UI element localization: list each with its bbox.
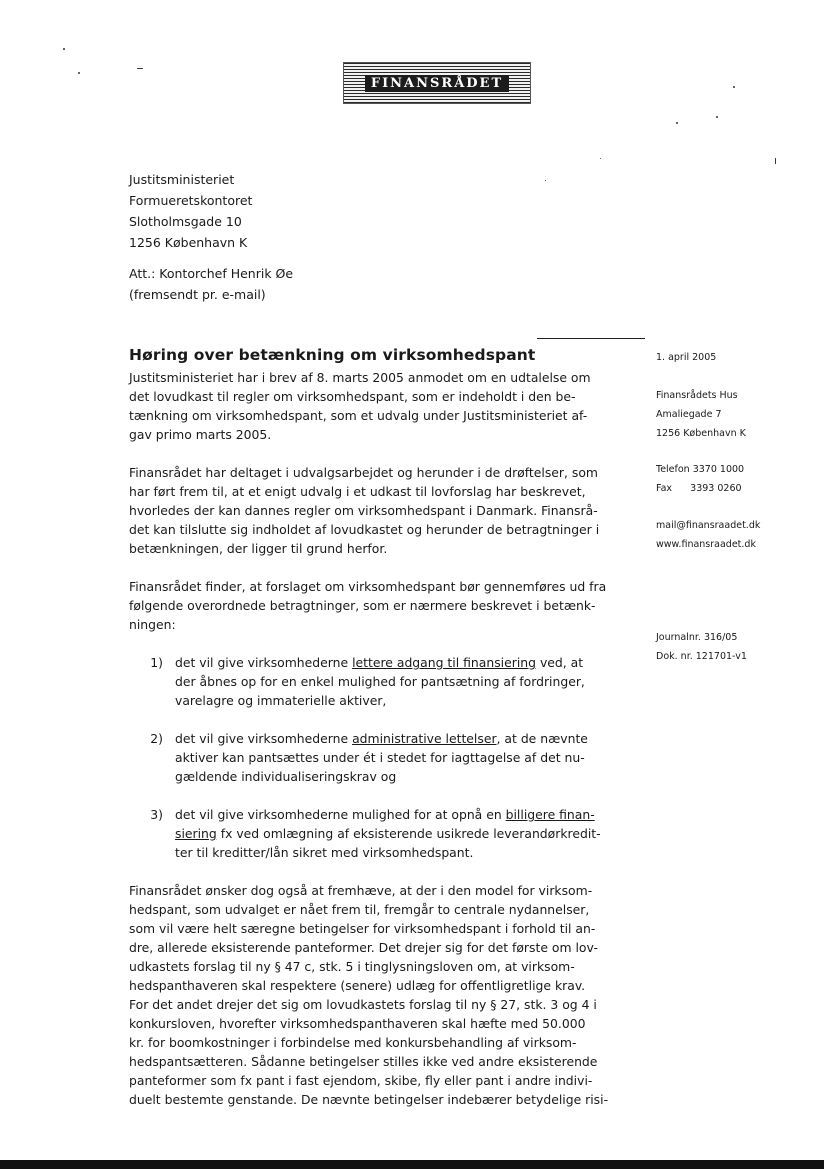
scan-speck bbox=[137, 68, 143, 69]
website-url: www.finansraadet.dk bbox=[656, 539, 756, 550]
recipient-address bbox=[129, 169, 252, 253]
text-line: gældende individualiseringskrav og bbox=[175, 769, 397, 784]
document-number: Dok. nr. 121701-v1 bbox=[656, 651, 747, 662]
text-fragment: , at de nævnte bbox=[496, 731, 588, 746]
recipient-line: Formueretskontoret bbox=[129, 193, 253, 208]
list-item bbox=[129, 729, 619, 786]
scan-speck bbox=[775, 158, 776, 164]
text-line: varelagre og immaterielle aktiver, bbox=[175, 693, 387, 708]
attention-block bbox=[129, 263, 293, 305]
scan-speck bbox=[676, 122, 678, 124]
underlined-text: siering bbox=[175, 826, 217, 841]
sidebar-web bbox=[656, 516, 760, 554]
text-line bbox=[175, 824, 619, 843]
attention-line: (fremsendt pr. e-mail) bbox=[129, 287, 266, 302]
text-line: tænkning om virksomhedspant, som et udvalg under Justitsministeriet af- bbox=[129, 408, 588, 423]
text-line bbox=[175, 653, 619, 672]
text-line: udkastets forslag til ny § 47 c, stk. 5 i tinglysningsloven om, at virksom- bbox=[129, 959, 575, 974]
text-line: som vil være helt særegne betingelser for virksomhedspant i forhold til an- bbox=[129, 921, 596, 936]
numbered-list bbox=[129, 653, 619, 862]
list-item-text bbox=[175, 805, 619, 862]
text-fragment: ved, at bbox=[536, 655, 584, 670]
text-line: hedspantsætteren. Sådanne betingelser stilles ikke ved andre eksisterende bbox=[129, 1054, 598, 1069]
scan-speck bbox=[716, 116, 718, 118]
text-line: hedspanthaveren skal respektere (senere) udlæg for offentligretlige krav. bbox=[129, 978, 586, 993]
letter-body bbox=[129, 368, 619, 1128]
letter-date: 1. april 2005 bbox=[656, 352, 717, 363]
text-fragment: det vil give virksomhederne mulighed for at opnå en bbox=[175, 807, 506, 822]
fax-number: Fax 3393 0260 bbox=[656, 483, 742, 494]
text-line: det lovudkast til regler om virksomhedspant, som er indeholdt i den be- bbox=[129, 389, 576, 404]
text-line: For det andet drejer det sig om lovudkastets forslag til ny § 27, stk. 3 og 4 i bbox=[129, 997, 597, 1012]
text-line: Justitsministeriet har i brev af 8. marts 2005 anmodet om en udtalelse om bbox=[129, 370, 591, 385]
text-line: Finansrådet finder, at forslaget om virksomhedspant bør gennemføres ud fra bbox=[129, 579, 607, 594]
logo-text: FINANSRÅDET bbox=[365, 75, 509, 92]
text-line: der åbnes op for en enkel mulighed for pantsætning af fordringer, bbox=[175, 674, 585, 689]
org-city: 1256 København K bbox=[656, 428, 746, 439]
paragraph bbox=[129, 368, 619, 444]
org-street: Amaliegade 7 bbox=[656, 409, 722, 420]
email-address: mail@finansraadet.dk bbox=[656, 520, 761, 531]
text-line: har ført frem til, at et enigt udvalg i et udkast til lovforslag har beskrevet, bbox=[129, 484, 586, 499]
sidebar-reference bbox=[656, 628, 747, 666]
text-line: hvorledes der kan dannes regler om virksomhedspant i Danmark. Finansrå- bbox=[129, 503, 598, 518]
text-line: dre, allerede eksisterende panteformer. Det drejer sig for det første om lov- bbox=[129, 940, 598, 955]
list-number: 2) bbox=[150, 731, 163, 746]
finansraadet-logo bbox=[343, 62, 531, 104]
text-line: Finansrådet ønsker dog også at fremhæve, at der i den model for virksom- bbox=[129, 883, 593, 898]
underlined-text: administrative lettelser bbox=[352, 731, 497, 746]
journal-number: Journalnr. 316/05 bbox=[656, 632, 738, 643]
sidebar-contact bbox=[656, 460, 744, 498]
underlined-text: lettere adgang til finansiering bbox=[352, 655, 536, 670]
text-fragment: det vil give virksomhederne bbox=[175, 655, 353, 670]
sidebar-address bbox=[656, 386, 746, 443]
text-line: Finansrådet har deltaget i udvalgsarbejdet og herunder i de drøftelser, som bbox=[129, 465, 598, 480]
org-name: Finansrådets Hus bbox=[656, 390, 738, 401]
text-line: kr. for boomkostninger i forbindelse med konkursbehandling af virksom- bbox=[129, 1035, 577, 1050]
phone-number: Telefon 3370 1000 bbox=[656, 464, 745, 475]
paragraph bbox=[129, 577, 619, 634]
underlined-text: billigere finan- bbox=[505, 807, 595, 822]
text-fragment: det vil give virksomhederne bbox=[175, 731, 353, 746]
recipient-line: Slotholmsgade 10 bbox=[129, 214, 242, 229]
list-item bbox=[129, 653, 619, 710]
scan-speck bbox=[733, 86, 735, 88]
text-line: følgende overordnede betragtninger, som er nærmere beskrevet i betænk- bbox=[129, 598, 596, 613]
text-line: gav primo marts 2005. bbox=[129, 427, 272, 442]
document-title: Høring over betænkning om virksomhedspant bbox=[129, 346, 536, 364]
recipient-line: 1256 København K bbox=[129, 235, 248, 250]
text-line: ter til kreditter/lån sikret med virksomhedspant. bbox=[175, 845, 474, 860]
scan-edge-bar bbox=[0, 1160, 824, 1169]
text-line: det kan tilslutte sig indholdet af lovudkastet og herunder de betragtninger i bbox=[129, 522, 600, 537]
paragraph bbox=[129, 881, 619, 1109]
scan-speck bbox=[78, 72, 80, 74]
recipient-line: Justitsministeriet bbox=[129, 172, 235, 187]
attention-line: Att.: Kontorchef Henrik Øe bbox=[129, 266, 294, 281]
text-line: aktiver kan pantsættes under ét i stedet for iagttagelse af det nu- bbox=[175, 750, 585, 765]
text-line: hedspant, som udvalget er nået frem til, fremgår to centrale nydannelser, bbox=[129, 902, 590, 917]
text-line: konkursloven, hvorefter virksomhedspanthaveren skal hæfte med 50.000 bbox=[129, 1016, 586, 1031]
scan-speck bbox=[600, 158, 601, 159]
text-line: ningen: bbox=[129, 617, 176, 632]
list-number: 1) bbox=[150, 655, 163, 670]
list-number: 3) bbox=[150, 807, 163, 822]
text-fragment: fx ved omlægning af eksisterende usikrede leverandørkredit- bbox=[216, 826, 601, 841]
list-item bbox=[129, 805, 619, 862]
sidebar-date bbox=[656, 348, 716, 367]
text-line bbox=[175, 805, 619, 824]
text-line: betænkningen, der ligger til grund herfor. bbox=[129, 541, 388, 556]
scan-speck bbox=[545, 180, 546, 181]
list-item-text bbox=[175, 653, 619, 710]
header-divider bbox=[537, 338, 645, 339]
list-item-text bbox=[175, 729, 619, 786]
text-line: panteformer som fx pant i fast ejendom, skibe, fly eller pant i andre indivi- bbox=[129, 1073, 593, 1088]
paragraph bbox=[129, 463, 619, 558]
scan-speck bbox=[63, 48, 65, 50]
text-line: duelt bestemte genstande. De nævnte betingelser indebærer betydelige risi- bbox=[129, 1092, 609, 1107]
text-line bbox=[175, 729, 619, 748]
